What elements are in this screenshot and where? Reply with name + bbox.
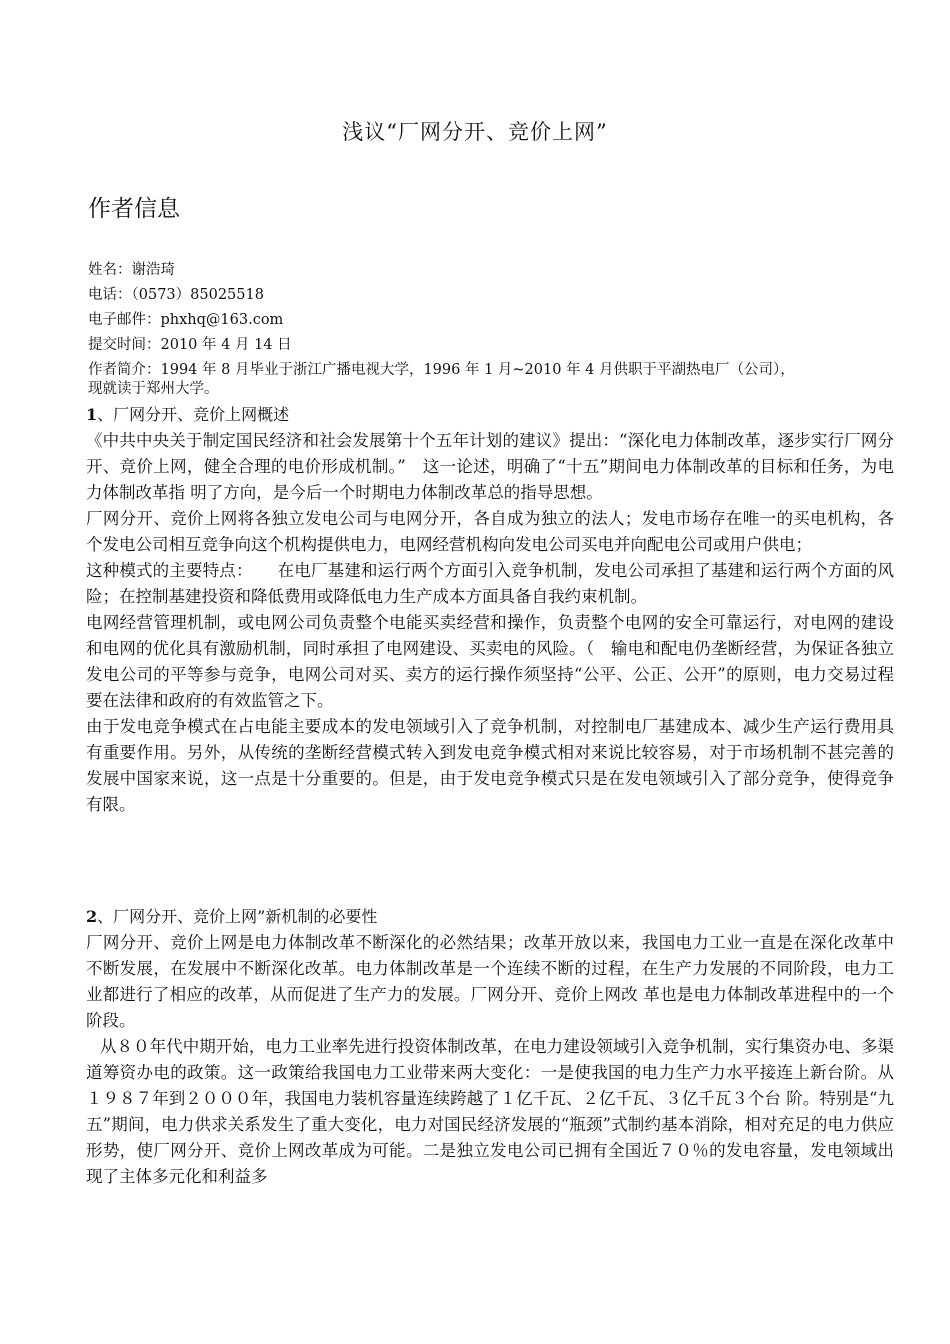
paragraph: 由于发电竞争模式在占电能主要成本的发电领域引入了竞争机制，对控制电厂基建成本、减少生产运行费用具有重要作用。另外，从传统的垄断经营模式转入到发电竞争模式相对来说比较容易，对于市场机制不甚完善的发展中国家来说，这一点是十分重要的。但是，由于发电竞争模式只是在发电领域引入了部分竞争，使得竞争有限。 <box>86 717 894 814</box>
author-name: 姓名：谢浩琦 <box>88 262 175 278</box>
author-phone: 电话：（0573）85025518 <box>88 287 264 303</box>
submission-date: 提交时间：2010 年 4 月 14 日 <box>88 337 292 353</box>
section-2-number: 2 <box>86 907 98 926</box>
document-title: 浅议“厂网分开、竞价上网” <box>342 120 608 144</box>
section-1 <box>86 402 894 818</box>
section-1-title: 、厂网分开、竞价上网概述 <box>97 405 290 424</box>
paragraph: 电网经营管理机制，或电网公司负责整个电能买卖经营和操作，负责整个电网的安全可靠运行，对电网的建设和电网的优化具有激励机制，同时承担了电网建设、买卖电的风险。（ 输电和配电仍垄断经营，为保证各独立发电公司的平等参与竞争，电网公司对买、卖方的运行操作须坚持“公平、公正、公开”的原则，电力交易过程要在法律和政府的有效监管之下。 <box>86 613 894 710</box>
author-info-heading: 作者信息 <box>88 196 180 222</box>
paragraph: 厂网分开、竞价上网是电力体制改革不断深化的必然结果；改革开放以来，我国电力工业一直是在深化改革中不断发展，在发展中不断深化改革。电力体制改革是一个连续不断的过程，在生产力发展的不同阶段，电力工业都进行了相应的改革，从而促进了生产力的发展。厂网分开、竞价上网改 革也是电力体制改革进程中的一个阶段。 <box>86 933 894 1030</box>
section-2-heading <box>86 904 894 930</box>
author-email: 电子邮件：phxhq@163.com <box>88 312 284 328</box>
author-bio: 作者简介：1994 年 8 月毕业于浙江广播电视大学，1996 年 1 月~2010 年 4 月供职于平湖热电厂（公司），现就读于郑州大学。 <box>88 362 795 397</box>
paragraph: 这种模式的主要特点： 在电厂基建和运行两个方面引入竞争机制，发电公司承担了基建和运行两个方面的风险；在控制基建投资和降低费用或降低电力生产成本方面具备自我约束机制。 <box>86 561 894 606</box>
paragraph: 厂网分开、竞价上网将各独立发电公司与电网分开，各自成为独立的法人；发电市场存在唯一的买电机构，各个发电公司相互竞争向这个机构提供电力，电网经营机构向发电公司买电并向配电公司或用户供电； <box>86 509 894 554</box>
paragraph: 从８０年代中期开始，电力工业率先进行投资体制改革，在电力建设领域引入竞争机制，实行集资办电、多渠道筹资办电的政策。这一政策给我国电力工业带来两大变化：一是使我国的电力生产力水平接连上新台阶。从１９８７年到２０００年，我国电力装机容量连续跨越了１亿千瓦、２亿千瓦、３亿千瓦３个台 阶。特别是“九五”期间，电力供求关系发生了重大变化，电力对国民经济发展的“瓶颈”式制约基本消除，相对充足的电力供应形势，使厂网分开、竞价上网改革成为可能。二是独立发电公司已拥有全国近７０％的发电容量，发电领域出现了主体多元化和利益多 <box>86 1037 894 1186</box>
section-1-heading <box>86 402 894 428</box>
paragraph: 《中共中央关于制定国民经济和社会发展第十个五年计划的建议》提出：“深化电力体制改革，逐步实行厂网分开、竞价上网，健全合理的电价形成机制。” 这一论述，明确了“十五”期间电力体制改革的目标和任务，为电力体制改革指 明了方向，是今后一个时期电力体制改革总的指导思想。 <box>86 431 894 502</box>
author-info-block <box>88 258 808 399</box>
section-2 <box>86 904 894 1190</box>
section-2-title: 、厂网分开、竞价上网”新机制的必要性 <box>97 907 378 926</box>
section-1-number: 1 <box>86 405 98 424</box>
